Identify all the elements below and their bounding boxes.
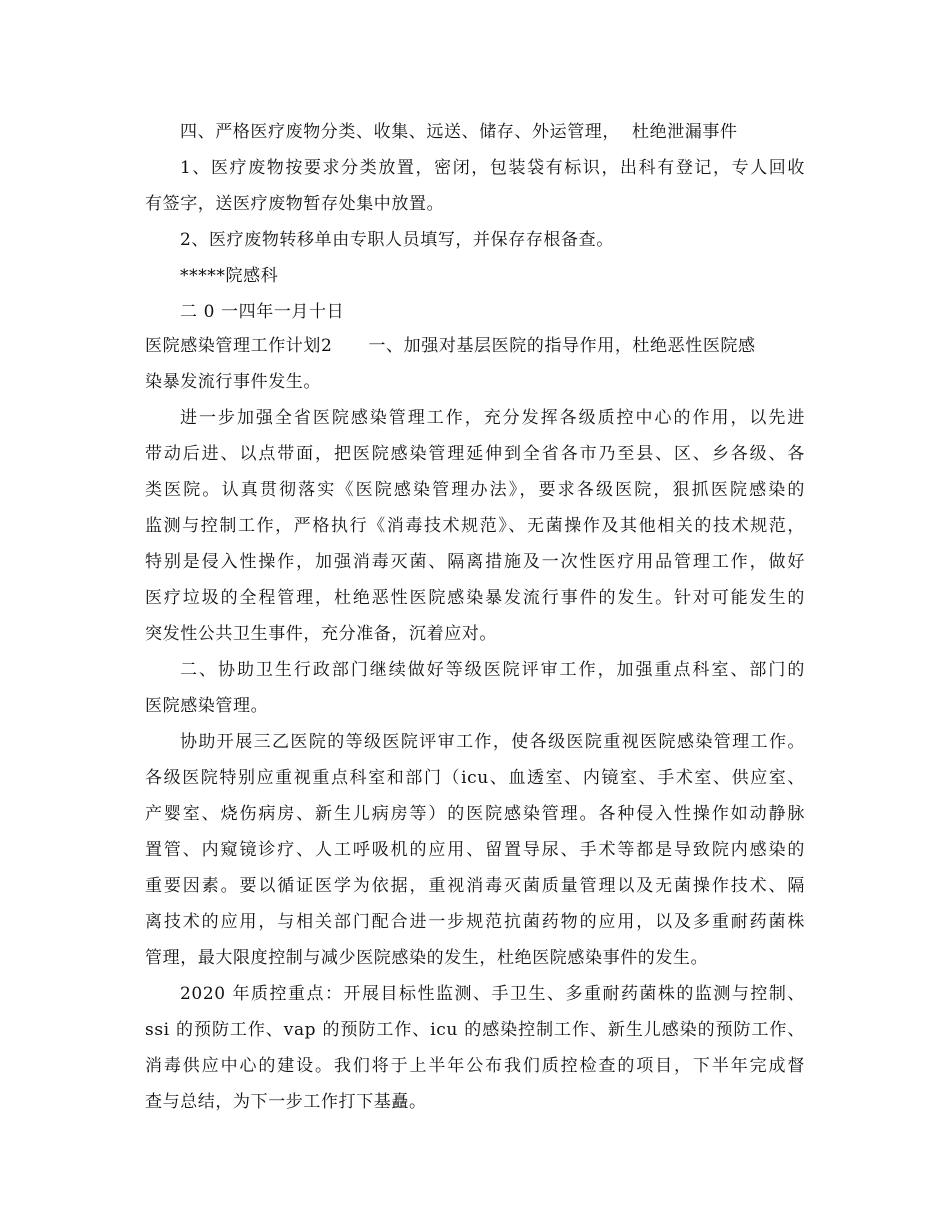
paragraph-line: 置管、内窥镜诊疗、人工呼吸机的应用、留置导尿、手术等都是导致院内感染的 <box>145 840 805 860</box>
paragraph-line: ssi 的预防工作、vap 的预防工作、icu 的感染控制工作、新生儿感染的预防工作、 <box>145 1020 805 1040</box>
paragraph-line: 消毒供应中心的建设。我们将于上半年公布我们质控检查的项目，下半年完成督 <box>145 1056 805 1076</box>
paragraph-line: 查与总结，为下一步工作打下基矗。 <box>145 1092 427 1112</box>
paragraph-line: 产婴室、烧伤病房、新生儿病房等）的医院感染管理。各种侵入性操作如动静脉 <box>145 804 805 824</box>
signature-department: *****院感科 <box>180 266 279 286</box>
paragraph-line: 医疗垃圾的全程管理，杜绝恶性医院感染暴发流行事件的发生。针对可能发生的 <box>145 588 805 608</box>
paragraph-line: 染暴发流行事件发生。 <box>145 372 321 392</box>
paragraph-line: 协助开展三乙医院的等级医院评审工作，使各级医院重视医院感染管理工作。 <box>180 732 805 752</box>
plan-title-line: 医院感染管理工作计划2 一、加强对基层医院的指导作用，杜绝恶性医院感 <box>145 336 756 356</box>
paragraph-line: 管理，最大限度控制与减少医院感染的发生，杜绝医院感染事件的发生。 <box>145 948 709 968</box>
paragraph-line: 医院感染管理。 <box>145 696 269 716</box>
paragraph-line: 突发性公共卫生事件，充分准备，沉着应对。 <box>145 624 497 644</box>
paragraph-line: 带动后进、以点带面，把医院感染管理延伸到全省各市乃至县、区、乡各级、各 <box>145 444 805 464</box>
section-heading-four: 四、严格医疗废物分类、收集、远送、储存、外运管理， 杜绝泄漏事件 <box>180 122 738 142</box>
paragraph-line: 类医院。认真贯彻落实《医院感染管理办法》，要求各级医院，狠抓医院感染的 <box>145 480 805 500</box>
paragraph-line: 2、医疗废物转移单由专职人员填写，并保存存根备查。 <box>180 230 614 250</box>
paragraph-line: 有签字，送医疗废物暂存处集中放置。 <box>145 194 445 214</box>
paragraph-line: 进一步加强全省医院感染管理工作，充分发挥各级质控中心的作用，以先进 <box>180 408 805 428</box>
paragraph-line: 特别是侵入性操作，加强消毒灭菌、隔离措施及一次性医疗用品管理工作，做好 <box>145 552 805 572</box>
section-heading-two: 二、协助卫生行政部门继续做好等级医院评审工作，加强重点科室、部门的 <box>180 660 805 680</box>
paragraph-line: 重要因素。要以循证医学为依据，重视消毒灭菌质量管理以及无菌操作技术、隔 <box>145 876 805 896</box>
quality-focus-line: 2020 年质控重点：开展目标性监测、手卫生、多重耐药菌株的监测与控制、 <box>180 984 805 1004</box>
paragraph-line: 离技术的应用，与相关部门配合进一步规范抗菌药物的应用，以及多重耐药菌株 <box>145 912 805 932</box>
paragraph-line: 监测与控制工作，严格执行《消毒技术规范》、无菌操作及其他相关的技术规范， <box>145 516 805 536</box>
paragraph-line: 各级医院特别应重视重点科室和部门（icu、血透室、内镜室、手术室、供应室、 <box>145 768 805 788</box>
signature-date: 二 0 一四年一月十日 <box>180 302 345 322</box>
paragraph-line: 1、医疗废物按要求分类放置，密闭，包装袋有标识，出科有登记，专人回收 <box>180 158 805 178</box>
